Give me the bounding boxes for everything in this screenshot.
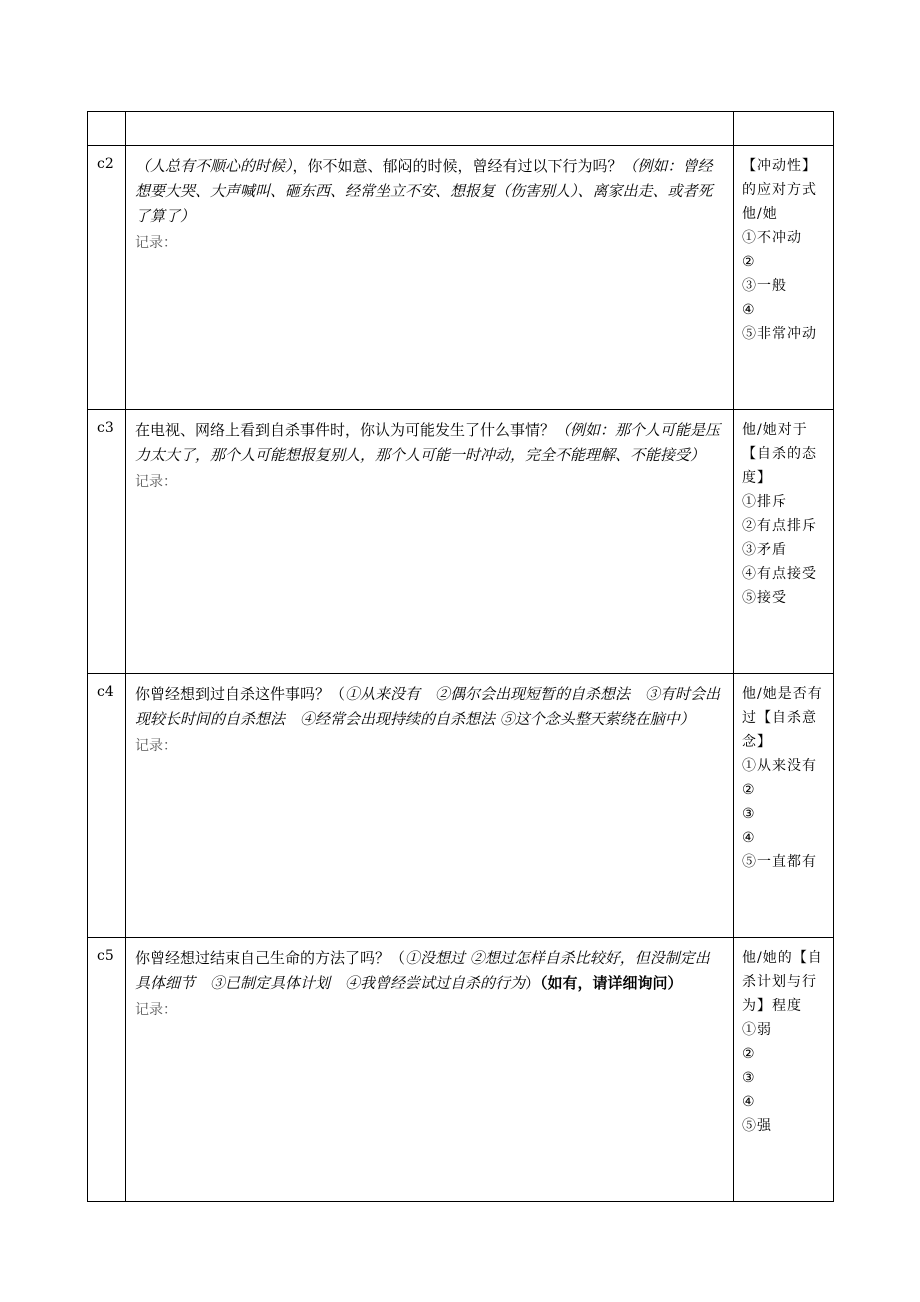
question-cell [126,146,734,410]
rating-option: ④有点接受 [742,566,817,582]
rating-option: ⑤非常冲动 [742,326,817,342]
rating-option: ⑤一直都有 [742,854,817,870]
rating-cell [734,674,834,938]
rating-title: 【冲动性】的应对方式他/她 [742,158,817,222]
rating-cell [734,938,834,1202]
header-row [88,112,834,146]
header-cell-side [734,112,834,146]
question-text-part: （例如：那个人可能是压力太大了，那个人可能想报复别人，那个人可能一时冲动，完全不能理解、不能接受） [135,421,721,464]
question-id: c2 [88,146,126,410]
record-label: 记录： [135,738,177,754]
question-row [88,146,834,410]
rating-option: ② [742,782,756,798]
question-cell [126,410,734,674]
rating-option: ③一般 [742,278,787,294]
rating-title: 他/她对于【自杀的态度】 [742,422,817,486]
question-text-part: 在电视、网络上看到自杀事件时，你认为可能发生了什么事情？ [135,421,556,439]
rating-option: ①不冲动 [742,230,802,246]
record-label: 记录： [135,1002,177,1018]
rating-option: ③ [742,806,756,822]
assessment-table [87,111,834,1202]
rating-option: ② [742,1046,756,1062]
rating-option: ①从来没有 [742,758,817,774]
rating-option: ⑤强 [742,1118,772,1134]
question-text-part: （人总有不顺心的时候） [135,157,293,175]
rating-option: ③矛盾 [742,542,787,558]
question-id: c5 [88,938,126,1202]
record-label: 记录： [135,474,177,490]
question-text-part: ，你不如意、郁闷的时候，曾经有过以下行为吗？ [292,157,623,175]
question-text-part: 你曾经想过结束自己生命的方法了吗？（ [135,949,406,967]
question-text-part: 你曾经想到过自杀这件事吗？（ [135,685,346,703]
rating-option: ①排斥 [742,494,787,510]
question-row [88,938,834,1202]
rating-title: 他/她的【自杀计划与行为】程度 [742,950,823,1014]
rating-title: 他/她是否有过【自杀意念】 [742,686,823,750]
question-cell [126,674,734,938]
rating-cell [734,410,834,674]
question-text-part: ①没想过 ②想过怎样自杀比较好，但没制定出具体细节 ③已制定具体计划 ④我曾经尝试过自杀的行为 [135,949,710,992]
rating-cell [734,146,834,410]
question-text [135,946,721,996]
question-text-part: ） [525,974,541,992]
question-text [135,418,721,468]
question-id: c3 [88,410,126,674]
header-cell-main [126,112,734,146]
rating-option: ③ [742,1070,756,1086]
question-id: c4 [88,674,126,938]
record-label: 记录： [135,235,177,251]
rating-option: ②有点排斥 [742,518,817,534]
header-cell-id [88,112,126,146]
question-cell [126,938,734,1202]
question-text-part: ①从来没有 ②偶尔会出现短暂的自杀想法 ③有时会出现较长时间的自杀想法 ④经常会出现持续的自杀想法 ⑤这个念头整天萦绕在脑中） [135,685,721,728]
question-row [88,674,834,938]
question-text [135,154,721,229]
rating-option: ⑤接受 [742,590,787,606]
rating-option: ② [742,254,756,270]
rating-option: ④ [742,830,756,846]
question-text-part: （例如：曾经想要大哭、大声喊叫、砸东西、经常坐立不安、想报复（伤害别人）、离家出走、或者死了算了） [135,157,713,225]
rating-option: ④ [742,1094,756,1110]
rating-option: ①弱 [742,1022,772,1038]
question-text [135,682,721,732]
question-text-part: （如有，请详细询问） [540,974,683,992]
question-row [88,410,834,674]
rating-option: ④ [742,302,756,318]
